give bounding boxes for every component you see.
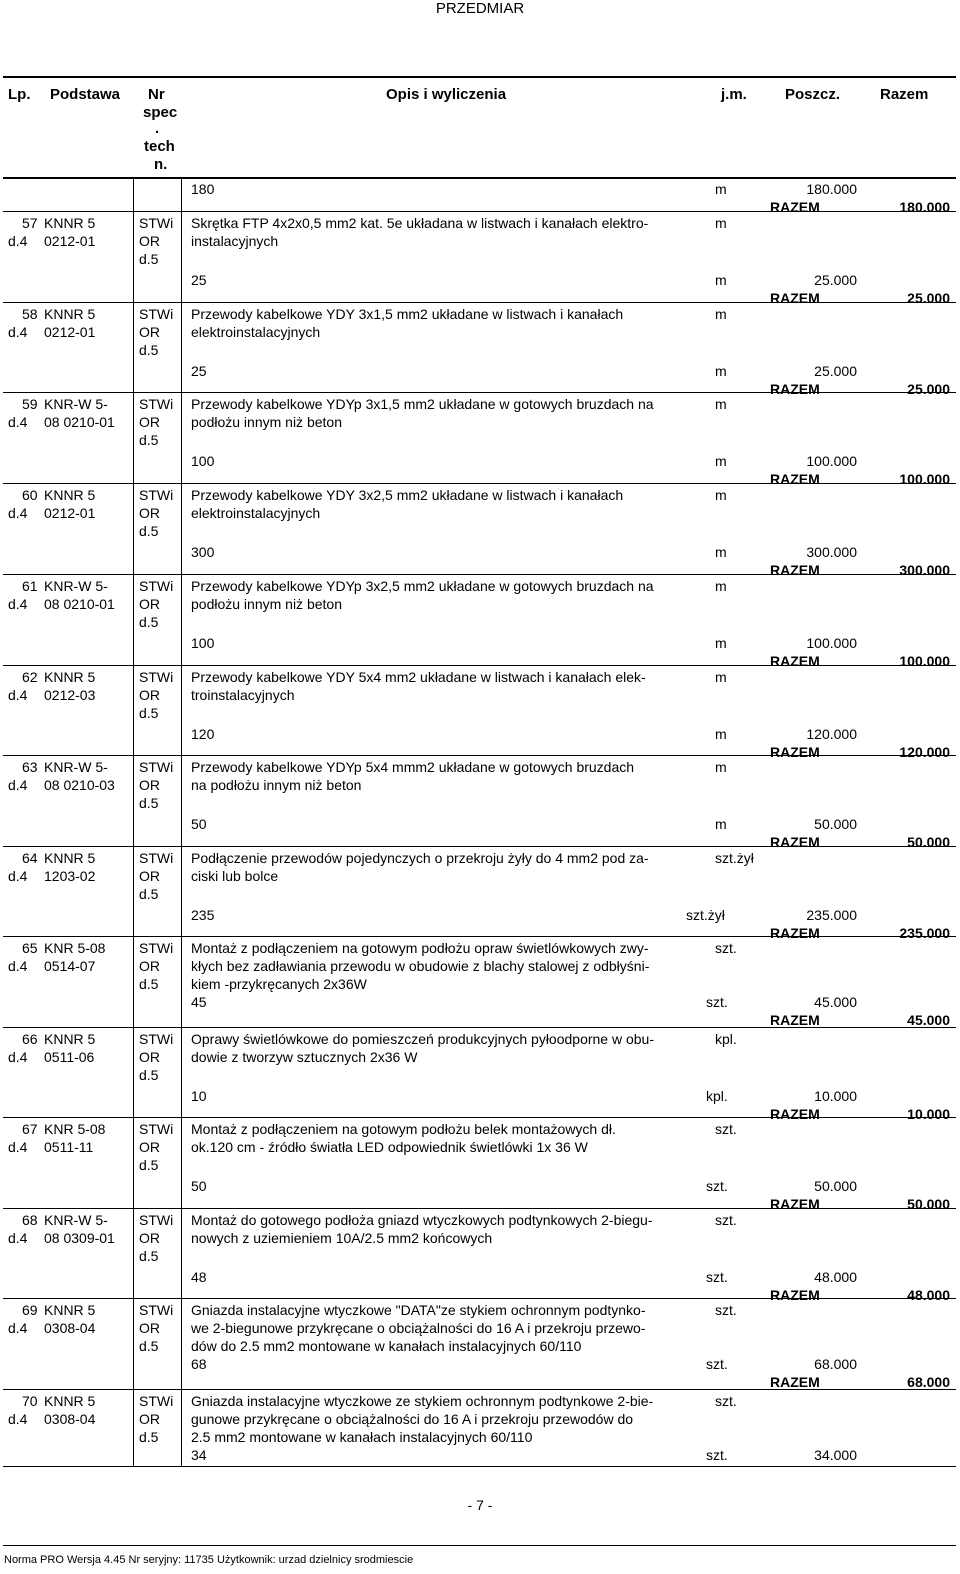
item-basis-line-2: 0308-04	[44, 1411, 96, 1427]
item-basis-line-1: KNNR 5	[44, 1302, 96, 1318]
item-calc-expr: 48	[191, 1269, 207, 1285]
header-top-rule	[3, 76, 956, 78]
item-lp: 61	[22, 578, 38, 594]
item-razem-label: RAZEM	[770, 925, 820, 941]
item-razem-value: 68.000	[907, 1374, 950, 1390]
item-basis-line-1: KNNR 5	[44, 215, 96, 231]
item-razem-label: RAZEM	[770, 290, 820, 306]
item-calc-unit: m	[715, 544, 727, 560]
header-nr-spec-3: .	[155, 120, 160, 137]
item-lp: 64	[22, 850, 38, 866]
item-desc-line-1: Gniazda instalacyjne wtyczkowe ze stykiem ochronnym podtynkowe 2-bie-	[191, 1393, 654, 1409]
item-calc-expr: 100	[191, 635, 215, 651]
item-jm: m	[715, 306, 727, 322]
item-calc-value: 235.000	[806, 907, 857, 923]
item-calc-expr: 235	[191, 907, 215, 923]
item-separator	[3, 846, 956, 847]
item-lp-sub: d.4	[8, 1230, 28, 1246]
item-calc-unit: m	[715, 272, 727, 288]
item-lp: 57	[22, 215, 38, 231]
item-desc-line-3: 2.5 mm2 montowane w kanałach instalacyjnych 60/110	[191, 1429, 533, 1445]
item-spec-line-3: d.5	[139, 523, 159, 539]
item-lp-sub: d.4	[8, 414, 28, 430]
item-razem-value: 50.000	[907, 834, 950, 850]
item-lp-sub: d.4	[8, 233, 28, 249]
item-separator	[3, 1117, 956, 1118]
item-razem-label: RAZEM	[770, 381, 820, 397]
item-spec-line-2: OR	[139, 414, 160, 430]
item-lp-sub: d.4	[8, 1049, 28, 1065]
item-lp-sub: d.4	[8, 324, 28, 340]
item-basis-line-1: KNNR 5	[44, 1031, 96, 1047]
item-calc-expr: 100	[191, 453, 215, 469]
item-lp: 60	[22, 487, 38, 503]
col-sep-desc	[181, 177, 182, 1466]
item-spec-line-3: d.5	[139, 614, 159, 630]
item-desc-line-1: Montaż z podłączeniem na gotowym podłożu belek montażowych dł.	[191, 1121, 616, 1137]
item-desc-line-1: Przewody kabelkowe YDYp 3x2,5 mm2 układane w gotowych bruzdach na	[191, 578, 654, 594]
item-desc-line-1: Przewody kabelkowe YDY 3x2,5 mm2 układane w listwach i kanałach	[191, 487, 624, 503]
item-spec-line-2: OR	[139, 1139, 160, 1155]
header-lp: Lp.	[8, 86, 31, 103]
item-basis-line-2: 08 0210-01	[44, 596, 115, 612]
item-spec-line-2: OR	[139, 233, 160, 249]
item-lp-sub: d.4	[8, 687, 28, 703]
carry-unit: m	[715, 181, 727, 197]
item-lp: 62	[22, 669, 38, 685]
item-calc-value: 300.000	[806, 544, 857, 560]
item-spec-line-1: STWi	[139, 1121, 174, 1137]
item-razem-value: 100.000	[899, 471, 950, 487]
carry-value: 180.000	[806, 181, 857, 197]
item-spec-line-2: OR	[139, 1230, 160, 1246]
item-separator	[3, 1208, 956, 1209]
header-razem: Razem	[880, 86, 929, 103]
item-jm: m	[715, 578, 727, 594]
item-calc-unit: m	[715, 816, 727, 832]
item-razem-value: 10.000	[907, 1106, 950, 1122]
item-calc-unit: szt.	[706, 994, 728, 1010]
item-spec-line-1: STWi	[139, 1302, 174, 1318]
item-desc-line-1: Montaż do gotowego podłoża gniazd wtyczkowych podtynkowych 2-biegu-	[191, 1212, 653, 1228]
item-jm: m	[715, 215, 727, 231]
item-calc-unit: szt.	[706, 1178, 728, 1194]
item-separator	[3, 665, 956, 666]
item-calc-unit: szt.	[706, 1356, 728, 1372]
item-calc-unit: m	[715, 453, 727, 469]
item-basis-line-1: KNR 5-08	[44, 1121, 106, 1137]
item-separator	[3, 302, 956, 303]
item-lp: 66	[22, 1031, 38, 1047]
item-spec-line-3: d.5	[139, 1067, 159, 1083]
item-desc-line-2: troinstalacyjnych	[191, 687, 295, 703]
item-spec-line-3: d.5	[139, 1157, 159, 1173]
item-razem-label: RAZEM	[770, 562, 820, 578]
header-bottom-rule	[3, 177, 956, 179]
item-separator	[3, 392, 956, 393]
item-separator	[3, 1027, 956, 1028]
item-razem-label: RAZEM	[770, 744, 820, 760]
item-razem-label: RAZEM	[770, 471, 820, 487]
item-basis-line-1: KNR 5-08	[44, 940, 106, 956]
col-sep-spec	[133, 177, 134, 1466]
item-desc-line-3: dów do 2.5 mm2 montowane w kanałach instalacyjnych 60/110	[191, 1338, 582, 1354]
item-separator	[3, 211, 956, 212]
item-spec-line-1: STWi	[139, 306, 174, 322]
item-basis-line-1: KNR-W 5-	[44, 1212, 108, 1228]
item-spec-line-1: STWi	[139, 578, 174, 594]
item-calc-unit: m	[715, 635, 727, 651]
item-basis-line-2: 0212-01	[44, 324, 96, 340]
item-calc-unit: szt.	[706, 1447, 728, 1463]
item-separator	[3, 483, 956, 484]
item-spec-line-2: OR	[139, 1320, 160, 1336]
item-spec-line-3: d.5	[139, 342, 159, 358]
item-desc-line-2: kłych bez zadławiania przewodu w obudowie z blachy stalowej z odbłyśni-	[191, 958, 650, 974]
item-desc-line-1: Montaż z podłączeniem na gotowym podłożu opraw świetlówkowych zwy-	[191, 940, 649, 956]
item-calc-expr: 34	[191, 1447, 207, 1463]
item-calc-value: 10.000	[814, 1088, 857, 1104]
header-jm: j.m.	[721, 86, 747, 103]
item-jm: m	[715, 759, 727, 775]
item-lp-sub: d.4	[8, 868, 28, 884]
item-lp-sub: d.4	[8, 596, 28, 612]
item-spec-line-3: d.5	[139, 705, 159, 721]
item-spec-line-3: d.5	[139, 1338, 159, 1354]
item-razem-value: 50.000	[907, 1196, 950, 1212]
item-lp: 70	[22, 1393, 38, 1409]
item-basis-line-1: KNNR 5	[44, 850, 96, 866]
item-separator	[3, 936, 956, 937]
item-calc-value: 50.000	[814, 1178, 857, 1194]
item-spec-line-2: OR	[139, 596, 160, 612]
item-jm: m	[715, 487, 727, 503]
item-basis-line-1: KNNR 5	[44, 306, 96, 322]
header-nr-spec-2: spec	[143, 104, 178, 121]
item-desc-line-2: dowie z tworzyw sztucznych 2x36 W	[191, 1049, 418, 1065]
item-calc-value: 100.000	[806, 635, 857, 651]
item-desc-line-3: kiem -przykręcanych 2x36W	[191, 976, 367, 992]
item-spec-line-2: OR	[139, 324, 160, 340]
item-spec-line-1: STWi	[139, 396, 174, 412]
item-desc-line-2: we 2-biegunowe przykręcane o obciążalności do 16 A i przekroju przewo-	[191, 1320, 646, 1336]
item-calc-expr: 25	[191, 272, 207, 288]
item-separator	[3, 574, 956, 575]
item-desc-line-2: podłożu innym niż beton	[191, 596, 342, 612]
item-desc-line-2: elektroinstalacyjnych	[191, 505, 321, 521]
item-spec-line-2: OR	[139, 777, 160, 793]
item-razem-value: 120.000	[899, 744, 950, 760]
item-jm: kpl.	[715, 1031, 737, 1047]
item-desc-line-2: na podłożu innym niż beton	[191, 777, 362, 793]
item-basis-line-1: KNR-W 5-	[44, 759, 108, 775]
header-poszcz: Poszcz.	[785, 86, 841, 103]
item-jm: szt.	[715, 1212, 737, 1228]
item-calc-value: 25.000	[814, 363, 857, 379]
item-razem-label: RAZEM	[770, 653, 820, 669]
item-jm: szt.żył	[715, 850, 754, 866]
item-desc-line-1: Skrętka FTP 4x2x0,5 mm2 kat. 5e układana w listwach i kanałach elektro-	[191, 215, 649, 231]
item-razem-value: 300.000	[899, 562, 950, 578]
item-basis-line-2: 08 0210-03	[44, 777, 115, 793]
item-spec-line-3: d.5	[139, 251, 159, 267]
item-lp-sub: d.4	[8, 777, 28, 793]
item-jm: m	[715, 396, 727, 412]
item-calc-value: 34.000	[814, 1447, 857, 1463]
item-lp-sub: d.4	[8, 1411, 28, 1427]
item-razem-label: RAZEM	[770, 1012, 820, 1028]
item-spec-line-2: OR	[139, 505, 160, 521]
item-desc-line-2: nowych z uziemieniem 10A/2.5 mm2 końcowych	[191, 1230, 493, 1246]
header-opis: Opis i wyliczenia	[386, 86, 507, 103]
header-nr-spec-5: n.	[154, 156, 168, 173]
page-title: PRZEDMIAR	[435, 0, 525, 17]
item-calc-value: 120.000	[806, 726, 857, 742]
item-lp: 63	[22, 759, 38, 775]
item-basis-line-2: 0511-11	[44, 1139, 94, 1155]
item-calc-expr: 45	[191, 994, 207, 1010]
item-spec-line-2: OR	[139, 958, 160, 974]
table-bottom-rule	[3, 1466, 956, 1467]
item-spec-line-2: OR	[139, 687, 160, 703]
item-basis-line-2: 0212-03	[44, 687, 96, 703]
item-desc-line-1: Oprawy świetlówkowe do pomieszczeń produkcyjnych pyłoodporne w obu-	[191, 1031, 655, 1047]
item-spec-line-1: STWi	[139, 1031, 174, 1047]
item-calc-expr: 120	[191, 726, 215, 742]
item-calc-unit: szt.żył	[686, 907, 725, 923]
item-lp: 58	[22, 306, 38, 322]
item-desc-line-1: Przewody kabelkowe YDY 3x1,5 mm2 układane w listwach i kanałach	[191, 306, 624, 322]
item-basis-line-1: KNNR 5	[44, 487, 96, 503]
item-basis-line-1: KNNR 5	[44, 1393, 96, 1409]
item-desc-line-2: ciski lub bolce	[191, 868, 279, 884]
item-spec-line-3: d.5	[139, 1248, 159, 1264]
item-basis-line-2: 0511-06	[44, 1049, 95, 1065]
item-spec-line-2: OR	[139, 1411, 160, 1427]
item-calc-expr: 300	[191, 544, 215, 560]
item-razem-value: 25.000	[907, 381, 950, 397]
header-podstawa: Podstawa	[50, 86, 121, 103]
item-razem-value: 45.000	[907, 1012, 950, 1028]
item-calc-expr: 50	[191, 816, 207, 832]
carry-razem-value: 180.000	[899, 199, 950, 215]
item-jm: szt.	[715, 1393, 737, 1409]
item-calc-value: 50.000	[814, 816, 857, 832]
item-lp: 67	[22, 1121, 38, 1137]
item-spec-line-1: STWi	[139, 940, 174, 956]
item-desc-line-2: gunowe przykręcane o obciążalności do 16 A i przekroju przewodów do	[191, 1411, 634, 1427]
item-razem-label: RAZEM	[770, 1287, 820, 1303]
item-spec-line-1: STWi	[139, 759, 174, 775]
item-lp: 68	[22, 1212, 38, 1228]
item-calc-expr: 68	[191, 1356, 207, 1372]
item-razem-value: 25.000	[907, 290, 950, 306]
item-spec-line-3: d.5	[139, 795, 159, 811]
item-lp-sub: d.4	[8, 1139, 28, 1155]
page-number: - 7 -	[467, 1497, 493, 1513]
item-calc-unit: szt.	[706, 1269, 728, 1285]
item-spec-line-1: STWi	[139, 1212, 174, 1228]
item-spec-line-1: STWi	[139, 850, 174, 866]
item-spec-line-1: STWi	[139, 215, 174, 231]
item-desc-line-2: ok.120 cm - źródło światła LED odpowiednik świetlówki 1x 36 W	[191, 1139, 588, 1155]
item-basis-line-1: KNR-W 5-	[44, 578, 108, 594]
item-spec-line-1: STWi	[139, 1393, 174, 1409]
footer-text: Norma PRO Wersja 4.45 Nr seryjny: 11735 Użytkownik: urzad dzielnicy srodmiescie	[4, 1554, 414, 1566]
item-desc-line-1: Przewody kabelkowe YDY 5x4 mm2 układane w listwach i kanałach elek-	[191, 669, 646, 685]
item-basis-line-2: 08 0210-01	[44, 414, 115, 430]
item-separator	[3, 1298, 956, 1299]
item-lp-sub: d.4	[8, 958, 28, 974]
item-razem-label: RAZEM	[770, 1374, 820, 1390]
item-razem-label: RAZEM	[770, 1196, 820, 1212]
item-desc-line-2: podłożu innym niż beton	[191, 414, 342, 430]
item-separator	[3, 1389, 956, 1390]
item-basis-line-1: KNNR 5	[44, 669, 96, 685]
item-spec-line-3: d.5	[139, 886, 159, 902]
item-basis-line-2: 0308-04	[44, 1320, 96, 1336]
item-calc-value: 45.000	[814, 994, 857, 1010]
item-separator	[3, 755, 956, 756]
item-basis-line-2: 0212-01	[44, 233, 96, 249]
item-lp-sub: d.4	[8, 505, 28, 521]
item-spec-line-3: d.5	[139, 976, 159, 992]
item-lp: 65	[22, 940, 38, 956]
item-spec-line-3: d.5	[139, 432, 159, 448]
footer-rule	[3, 1545, 956, 1546]
item-calc-value: 68.000	[814, 1356, 857, 1372]
item-spec-line-1: STWi	[139, 669, 174, 685]
item-jm: szt.	[715, 940, 737, 956]
item-calc-unit: m	[715, 726, 727, 742]
item-basis-line-2: 0212-01	[44, 505, 96, 521]
header-nr-spec-1: Nr	[148, 86, 165, 103]
item-basis-line-2: 0514-07	[44, 958, 96, 974]
item-calc-expr: 50	[191, 1178, 207, 1194]
item-spec-line-3: d.5	[139, 1429, 159, 1445]
item-razem-value: 235.000	[899, 925, 950, 941]
item-basis-line-2: 1203-02	[44, 868, 96, 884]
item-lp: 69	[22, 1302, 38, 1318]
item-desc-line-1: Podłączenie przewodów pojedynczych o przekroju żyły do 4 mm2 pod za-	[191, 850, 649, 866]
item-calc-value: 25.000	[814, 272, 857, 288]
item-calc-unit: m	[715, 363, 727, 379]
item-spec-line-1: STWi	[139, 487, 174, 503]
item-jm: szt.	[715, 1302, 737, 1318]
item-desc-line-1: Gniazda instalacyjne wtyczkowe "DATA"ze stykiem ochronnym podtynko-	[191, 1302, 646, 1318]
item-razem-value: 100.000	[899, 653, 950, 669]
item-calc-unit: kpl.	[706, 1088, 728, 1104]
item-spec-line-2: OR	[139, 1049, 160, 1065]
item-jm: szt.	[715, 1121, 737, 1137]
item-calc-value: 48.000	[814, 1269, 857, 1285]
item-jm: m	[715, 669, 727, 685]
carry-expr: 180	[191, 181, 215, 197]
item-basis-line-1: KNR-W 5-	[44, 396, 108, 412]
item-desc-line-2: instalacyjnych	[191, 233, 279, 249]
item-razem-label: RAZEM	[770, 834, 820, 850]
item-desc-line-1: Przewody kabelkowe YDYp 3x1,5 mm2 układane w gotowych bruzdach na	[191, 396, 654, 412]
item-calc-expr: 25	[191, 363, 207, 379]
item-desc-line-2: elektroinstalacyjnych	[191, 324, 321, 340]
item-basis-line-2: 08 0309-01	[44, 1230, 115, 1246]
item-desc-line-1: Przewody kabelkowe YDYp 5x4 mmm2 układane w gotowych bruzdach	[191, 759, 635, 775]
item-razem-label: RAZEM	[770, 1106, 820, 1122]
carry-razem-label: RAZEM	[770, 199, 820, 215]
item-calc-value: 100.000	[806, 453, 857, 469]
item-lp-sub: d.4	[8, 1320, 28, 1336]
item-calc-expr: 10	[191, 1088, 207, 1104]
header-nr-spec-4: tech	[144, 138, 175, 155]
item-razem-value: 48.000	[907, 1287, 950, 1303]
item-spec-line-2: OR	[139, 868, 160, 884]
item-lp: 59	[22, 396, 38, 412]
